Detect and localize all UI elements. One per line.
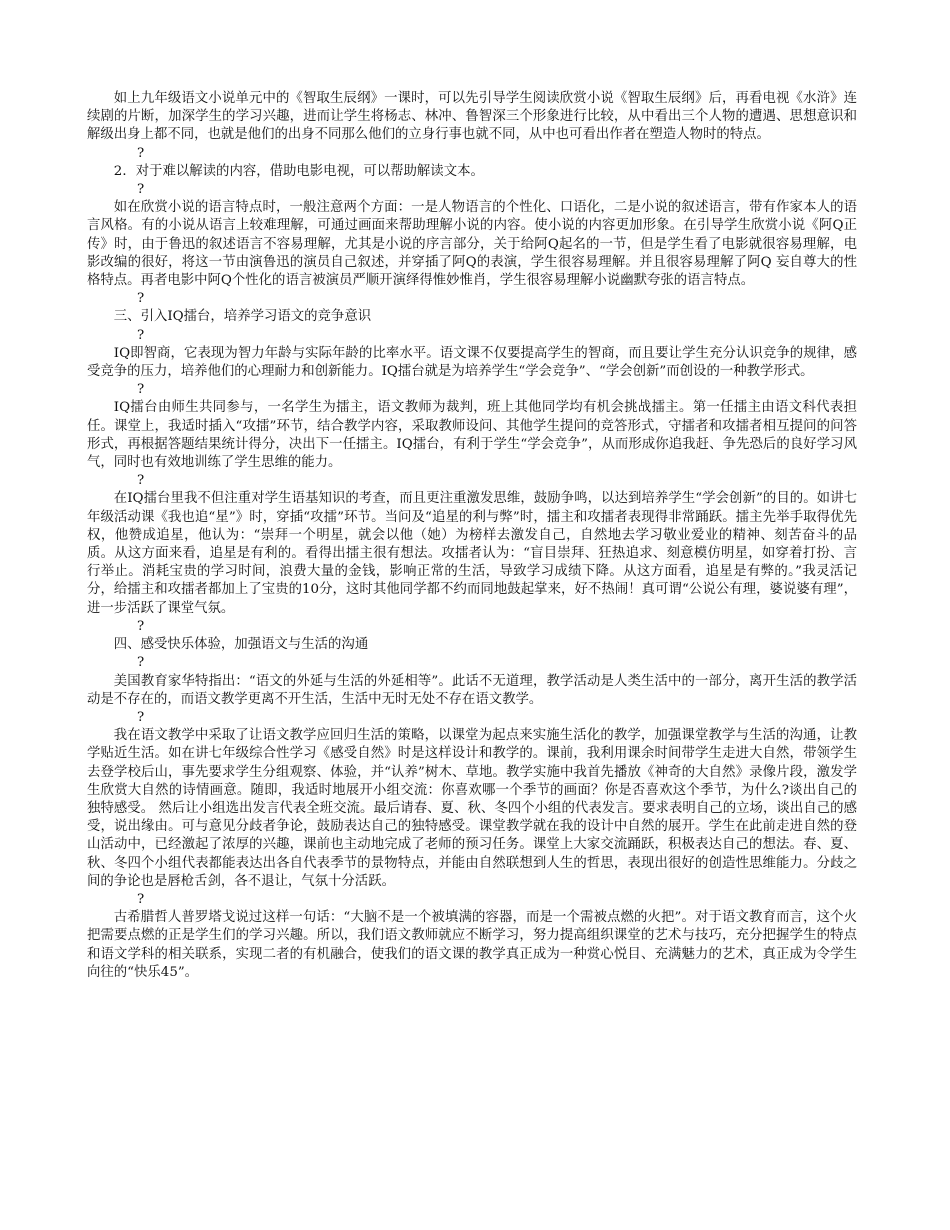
separator-mark: ? (137, 327, 145, 343)
separator-mark: ? (137, 473, 145, 489)
paragraph: 在IQ擂台里我不但注重对学生语基知识的考查，而且更注重激发思维，鼓励争鸣，以达到培养学生“学会创新”的目的。如讲七年级活动课《我也追“星”》时，穿插“攻擂”环节。当问及“追星的利与弊”时，擂主和攻擂者表现得非常踊跃。擂主先举手取得优先权，他赞成追星，他认为：“崇拜一个明星，就会以他（她）为榜样去激发自己，自然地去学习敬业爱业的精神、刻苦奋斗的品质。从这方面来看，追星是有利的。看得出擂主很有想法。攻擂者认为：“盲目崇拜、狂热追求、刻意模仿明星，如穿着打扮、言行举止。消耗宝贵的学习时间，浪费大量的金钱，影响正常的生活，导致学习成绩下降。从这方面看，追星是有弊的。”我灵活记分，给擂主和攻擂者都加上了宝贵的10分，这时其他同学都不约而同地鼓起掌来，好不热闹！真可谓“公说公有理，婆说婆有理”，进一步活跃了课堂气氛。 (87, 491, 857, 616)
section-heading: 三、引入IQ擂台，培养学习语文的竞争意识 (113, 309, 372, 325)
section-heading: 四、感受快乐体验，加强语文与生活的沟通 (113, 637, 369, 653)
separator-mark: ? (137, 618, 145, 634)
paragraph: 2．对于难以解读的内容，借助电影电视，可以帮助解读文本。 (113, 163, 484, 179)
separator-mark: ? (137, 145, 145, 161)
paragraph: 美国教育家华特指出：“语文的外延与生活的外延相等”。此话不无道理，教学活动是人类生活中的一部分，离开生活的教学活动是不存在的，而语文教学更离不开生活，生活中无时无处不存在语文教学。 (87, 673, 857, 707)
separator-mark: ? (137, 182, 145, 198)
separator-mark: ? (137, 709, 145, 725)
separator-mark: ? (137, 291, 145, 307)
paragraph: 我在语文教学中采取了让语文教学应回归生活的策略，以课堂为起点来实施生活化的教学，加强课堂教学与生活的沟通，让教学贴近生活。如在讲七年级综合性学习《感受自然》时是这样设计和教学的。课前，我利用课余时间带学生走进大自然，带领学生去登学校后山，事先要求学生分组观察、体验，并“认养”树木、草地。教学实施中我首先播放《神奇的大自然》录像片段，激发学生欣赏大自然的诗情画意。随即，我适时地展开小组交流：你喜欢哪一个季节的画面？你是否喜欢这个季节，为什么?谈出自己的独特感受。 然后让小组选出发言代表全班交流。最后请春、夏、秋、冬四个小组的代表发言。要求表明自己的立场，谈出自己的感受，说出缘由。可与意见分歧者争论，鼓励表达自己的独特感受。课堂教学就在我的设计中自然的展开。学生在此前走进自然的登山活动中，已经激起了浓厚的兴趣，课前也主动地完成了老师的预习任务。课堂上大家交流踊跃，积极表达自己的想法。春、夏、秋、冬四个小组代表都能表达出各自代表季节的景物特点，并能由自然联想到人生的哲思，表现出很好的创造性思维能力。分歧之间的争论也是唇枪舌剑，各不退让，气氛十分活跃。 (87, 728, 857, 889)
separator-mark: ? (137, 655, 145, 671)
paragraph: 古希腊哲人普罗塔戈说过这样一句话：“大脑不是一个被填满的容器，而是一个需被点燃的火把”。对于语文教育而言，这个火把需要点燃的正是学生们的学习兴趣。所以，我们语文教师就应不断学习，努力提高组织课堂的艺术与技巧，充分把握学生的特点和语文学科的相关联系，实现二者的有机融合，使我们的语文课的教学真正成为一种赏心悦目、充满魅力的艺术，真正成为令学生向往的“快乐45”。 (87, 910, 857, 980)
separator-mark: ? (137, 891, 145, 907)
paragraph: IQ即智商，它表现为智力年龄与实际年龄的比率水平。语文课不仅要提高学生的智商，而且要让学生充分认识竞争的规律，感受竞争的压力，培养他们的心理耐力和创新能力。IQ擂台就是为培养学生“学会竞争”、“学会创新”而创设的一种教学形式。 (87, 345, 857, 380)
paragraph: 如上九年级语文小说单元中的《智取生辰纲》一课时，可以先引导学生阅读欣赏小说《智取生辰纲》后，再看电视《水浒》连续剧的片断，加深学生的学习兴趣，进而让学生将杨志、林冲、鲁智深三个形象进行比较，从中看出三个人物的遭遇、思想意识和解级出身上都不同，也就是他们的出身不同那么他们的立身行事也就不同，从中也可看出作者在塑造人物时的特点。 (87, 91, 857, 143)
paragraph: IQ擂台由师生共同参与，一名学生为擂主，语文教师为裁判，班上其他同学均有机会挑战擂主。第一任擂主由语文科代表担任。课堂上，我适时插入“攻擂”环节，结合教学内容，采取教师设问、其他学生提问的竞答形式，守擂者和攻擂者相互提问的问答形式，再根据答题结果统计得分，决出下一任擂主。IQ擂台，有利于学生“学会竞争”，从而形成你追我赶、争先恐后的良好学习风气，同时也有效地训练了学生思维的能力。 (87, 400, 857, 471)
paragraph: 如在欣赏小说的语言特点时，一般注意两个方面：一是人物语言的个性化、口语化，二是小说的叙述语言，带有作家本人的语言风格。有的小说从语言上较难理解，可通过画面来帮助理解小说的内容。使小说的内容更加形象。在引导学生欣赏小说《阿Q正传》时，由于鲁迅的叙述语言不容易理解，尤其是小说的序言部分，关于给阿Q起名的一节，但是学生看了电影就很容易理解，电影改编的很好，将这一节由演鲁迅的演员自己叙述，并穿插了阿Q的表演，学生很容易理解。并且很容易理解了阿Q 妄自尊大的性格特点。再者电影中阿Q个性化的语言被演员严顺开演绎得惟妙惟肖，学生很容易理解小说幽默夸张的语言特点。 (87, 200, 857, 289)
separator-mark: ? (137, 382, 145, 398)
document-body (87, 90, 857, 982)
